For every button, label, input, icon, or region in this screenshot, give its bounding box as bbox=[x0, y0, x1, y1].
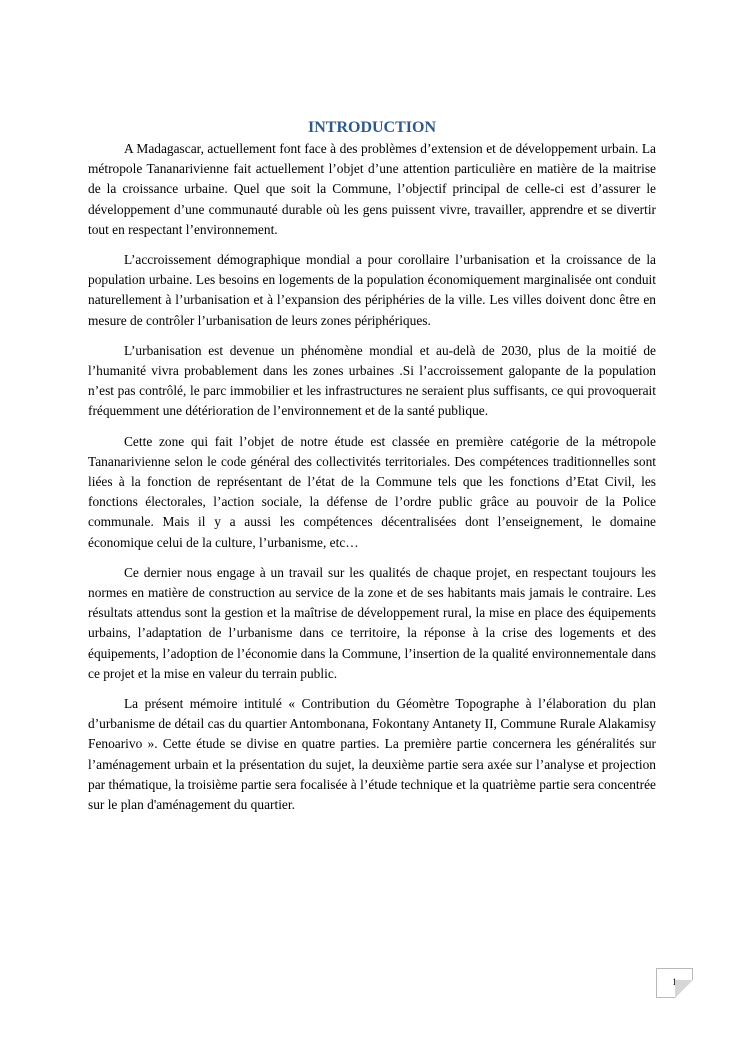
document-body bbox=[88, 139, 656, 825]
paragraph-1: A Madagascar, actuellement font face à des problèmes d’extension et de développement urbain. La métropole Tananarivienne fait actuellement l’objet d’une attention particulière en matière de la maitrise de la croissance urbaine. Quel que soit la Commune, l’objectif principal de celle-ci est d’assurer le développement d’une communauté durable où les gens puissent vivre, travailler, apprendre et se divertir tout en respectant l’environnement. bbox=[88, 141, 656, 237]
paragraph-6: La présent mémoire intitulé « Contribution du Géomètre Topographe à l’élaboration du plan d’urbanisme de détail cas du quartier Antombonana, Fokontany Antanety II, Commune Rurale Alakamisy Fenoarivo ». Cette étude se divise en quatre parties. La première partie concernera les généralités sur l’aménagement urbain et la présentation du sujet, la deuxième partie sera axée sur l’analyse et projection par thématique, la troisième partie sera focalisée à l’étude technique et la quatrième partie sera concentrée sur le plan d'aménagement du quartier. bbox=[88, 696, 656, 813]
paragraph-5: Ce dernier nous engage à un travail sur les qualités de chaque projet, en respectant toujours les normes en matière de construction au service de la zone et de ses habitants mais jamais le contraire. Les résultats attendus sont la gestion et la maîtrise de développement rural, la mise en place des équipements urbains, l’adaptation de l’urbanisme dans ce territoire, la réponse à la crise des logements et des équipements, l’adoption de l’économie dans la Commune, l’insertion de la qualité environnementale dans ce projet et la mise en valeur du terrain public. bbox=[88, 564, 656, 681]
paragraph-4: Cette zone qui fait l’objet de notre étude est classée en première catégorie de la métropole Tananarivienne selon le code général des collectivités territoriales. Des compétences traditionnelles sont liées à la fonction de représentant de l’état de la Commune tels que les fonctions d’Etat Civil, les fonctions électorales, l’action sociale, la défense de l’ordre public grâce au pouvoir de la Police communale. Mais il y a aussi les compétences décentralisées dont l’enseignement, le domaine économique celui de la culture, l’urbanisme, etc… bbox=[88, 433, 656, 550]
page-title: INTRODUCTION bbox=[307, 119, 436, 136]
page-curl-icon bbox=[675, 980, 693, 998]
paragraph-2: L’accroissement démographique mondial a pour corollaire l’urbanisation et la croissance de la population urbaine. Les besoins en logements de la population économiquement marginalisée ont conduit naturellement à l’urbanisation et à l’expansion des périphéries de la ville. Les villes doivent donc être en mesure de contrôler l’urbanisation de leurs zones périphériques. bbox=[88, 252, 656, 328]
page-number-box bbox=[656, 968, 693, 998]
page-number: 1 bbox=[672, 977, 677, 987]
paragraph-3: L’urbanisation est devenue un phénomène mondial et au-delà de 2030, plus de la moitié de l’humanité vivra probablement dans les zones urbaines .Si l’accroissement galopante de la population n’est pas contrôlé, le parc immobilier et les infrastructures ne seraient plus suffisants, ce qui provoquerait fréquemment une détérioration de l’environnement et de la santé publique. bbox=[88, 342, 656, 419]
